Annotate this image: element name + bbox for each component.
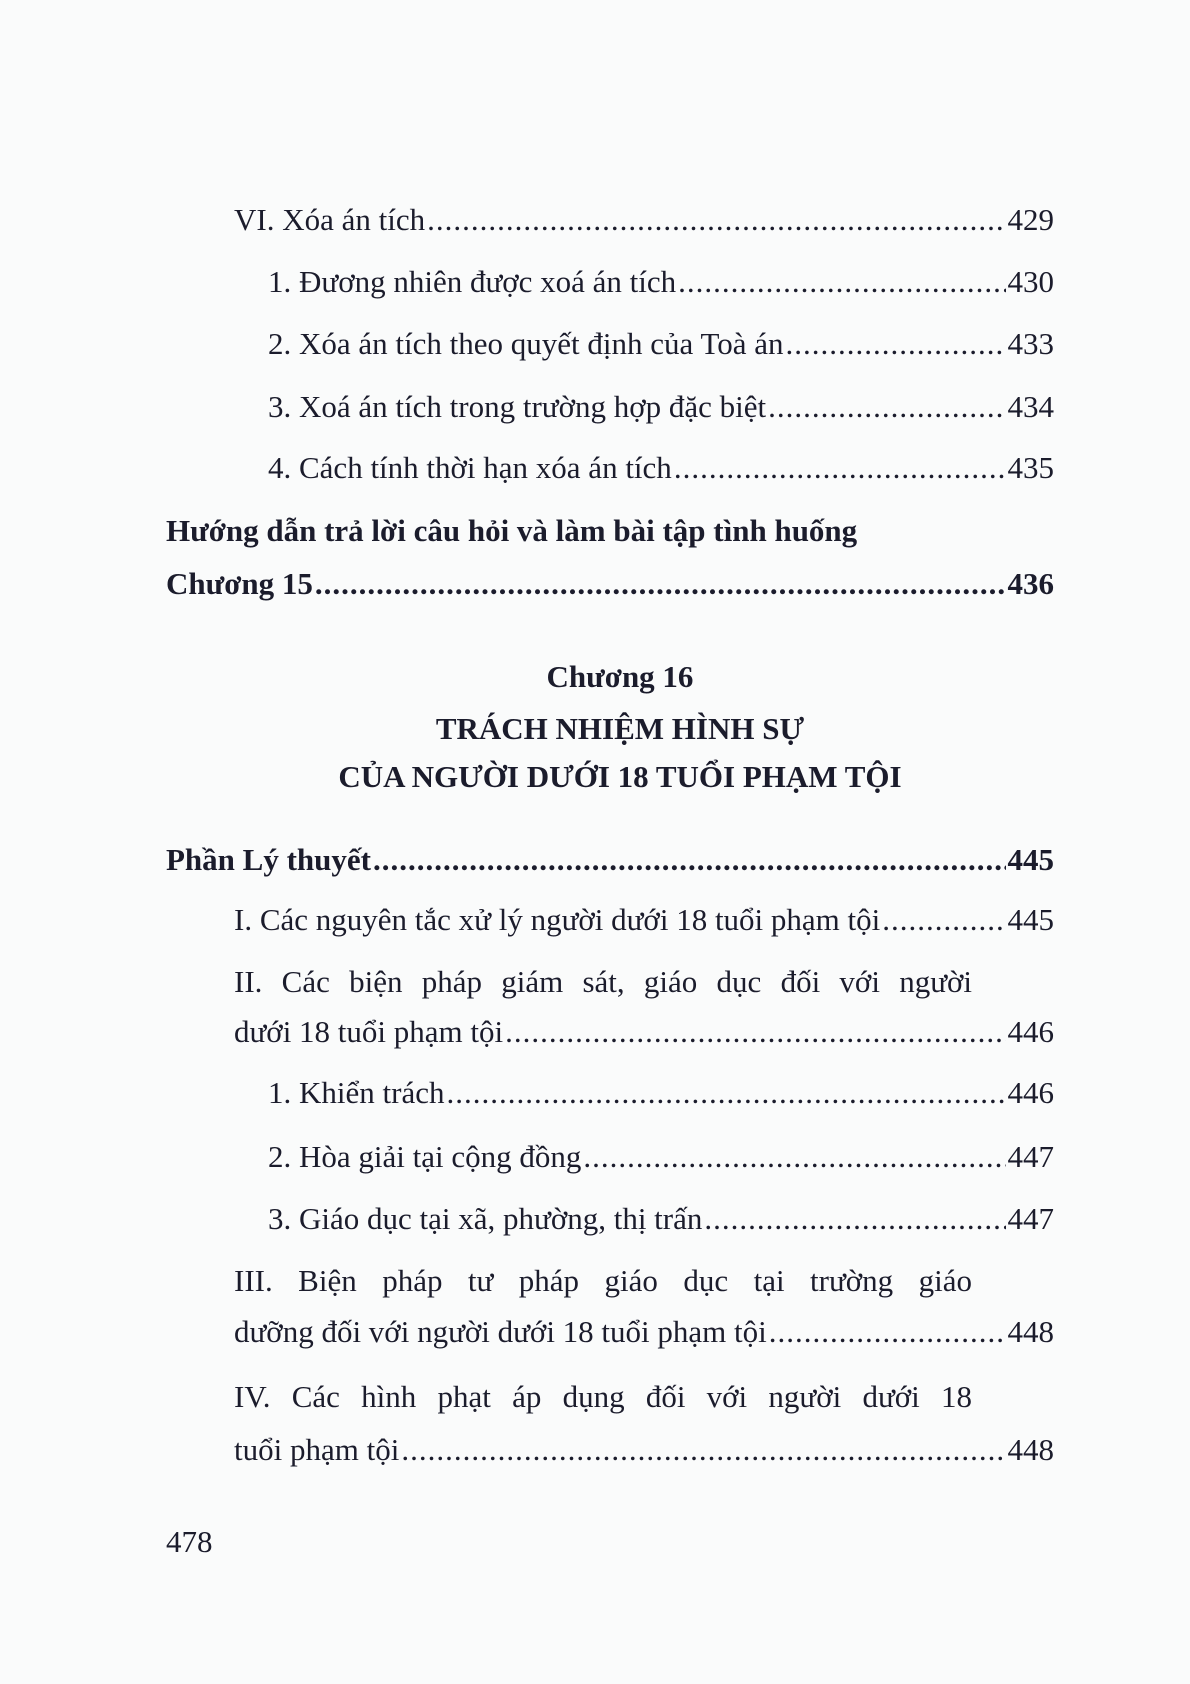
dot-leader <box>446 1072 1005 1114</box>
entry-title: 2. Xóa án tích theo quyết định của Toà án <box>268 326 784 361</box>
entry-page: 435 <box>1007 450 1054 485</box>
chapter-title-line2: CỦA NGƯỜI DƯỚI 18 TUỔI PHẠM TỘI <box>338 759 902 794</box>
toc-entry <box>268 386 1054 428</box>
entry-page: 446 <box>1007 1014 1054 1049</box>
toc-entry <box>268 323 1054 365</box>
entry-page: 448 <box>1007 1314 1054 1349</box>
entry-page: 445 <box>1007 842 1054 877</box>
entry-title: dưới 18 tuổi phạm tội <box>234 1014 504 1049</box>
entry-title: tuổi phạm tội <box>234 1432 400 1467</box>
entry-page: 447 <box>1007 1201 1054 1236</box>
entry-page: 434 <box>1007 389 1054 424</box>
entry-page: 433 <box>1007 326 1054 361</box>
dot-leader <box>786 323 1006 365</box>
dot-leader <box>505 1011 1005 1053</box>
entry-page: 429 <box>1007 202 1054 237</box>
dot-leader <box>769 1311 1006 1353</box>
dot-leader <box>768 386 1005 428</box>
dot-leader <box>583 1136 1005 1178</box>
entry-title: Chương 15 <box>166 566 313 601</box>
entry-title: VI. Xóa án tích <box>234 202 426 237</box>
dot-leader <box>674 447 1006 489</box>
chapter-title-line1: TRÁCH NHIỆM HÌNH SỰ <box>435 711 805 746</box>
dot-leader <box>373 839 1006 881</box>
entry-title: 3. Giáo dục tại xã, phường, thị trấn <box>268 1201 703 1236</box>
toc-entry <box>234 1429 1054 1471</box>
chapter-number: Chương 16 <box>546 659 694 694</box>
entry-title: 1. Khiển trách <box>268 1075 445 1110</box>
toc-entry <box>234 899 1054 941</box>
entry-page: 448 <box>1007 1432 1054 1467</box>
toc-entry-guide <box>166 563 1054 605</box>
entry-page: 445 <box>1007 902 1054 937</box>
entry-title-line1: IV. Các hình phạt áp dụng đối với người dưới 18 <box>234 1379 972 1414</box>
entry-page: 446 <box>1007 1075 1054 1110</box>
toc-entry <box>234 1011 1054 1053</box>
dot-leader <box>704 1198 1005 1240</box>
entry-title-line1: III. Biện pháp tư pháp giáo dục tại trường giáo <box>234 1263 972 1298</box>
dot-leader <box>882 899 1005 941</box>
entry-title: I. Các nguyên tắc xử lý người dưới 18 tuổi phạm tội <box>234 902 881 937</box>
toc-entry <box>268 1136 1054 1178</box>
toc-entry <box>268 261 1054 303</box>
page-number: 478 <box>166 1524 213 1559</box>
entry-title: 1. Đương nhiên được xoá án tích <box>268 264 677 299</box>
entry-title: 4. Cách tính thời hạn xóa án tích <box>268 450 672 485</box>
guide-title-line1: Hướng dẫn trả lời câu hỏi và làm bài tập tình huống <box>166 513 858 548</box>
dot-leader <box>401 1429 1005 1471</box>
toc-entry <box>234 199 1054 241</box>
dot-leader <box>315 563 1006 605</box>
entry-page: 436 <box>1007 566 1054 601</box>
toc-entry <box>268 1072 1054 1114</box>
entry-title: Phần Lý thuyết <box>166 842 371 877</box>
entry-title: 2. Hòa giải tại cộng đồng <box>268 1139 582 1174</box>
dot-leader <box>678 261 1005 303</box>
entry-title: dưỡng đối với người dưới 18 tuổi phạm tội <box>234 1314 767 1349</box>
entry-title: 3. Xoá án tích trong trường hợp đặc biệt <box>268 389 767 424</box>
toc-entry <box>234 1311 1054 1353</box>
toc-entry-theory <box>166 839 1054 881</box>
toc-entry <box>268 1198 1054 1240</box>
dot-leader <box>427 199 1005 241</box>
toc-entry <box>268 447 1054 489</box>
entry-page: 447 <box>1007 1139 1054 1174</box>
entry-page: 430 <box>1007 264 1054 299</box>
entry-title-line1: II. Các biện pháp giám sát, giáo dục đối với người <box>234 964 972 999</box>
